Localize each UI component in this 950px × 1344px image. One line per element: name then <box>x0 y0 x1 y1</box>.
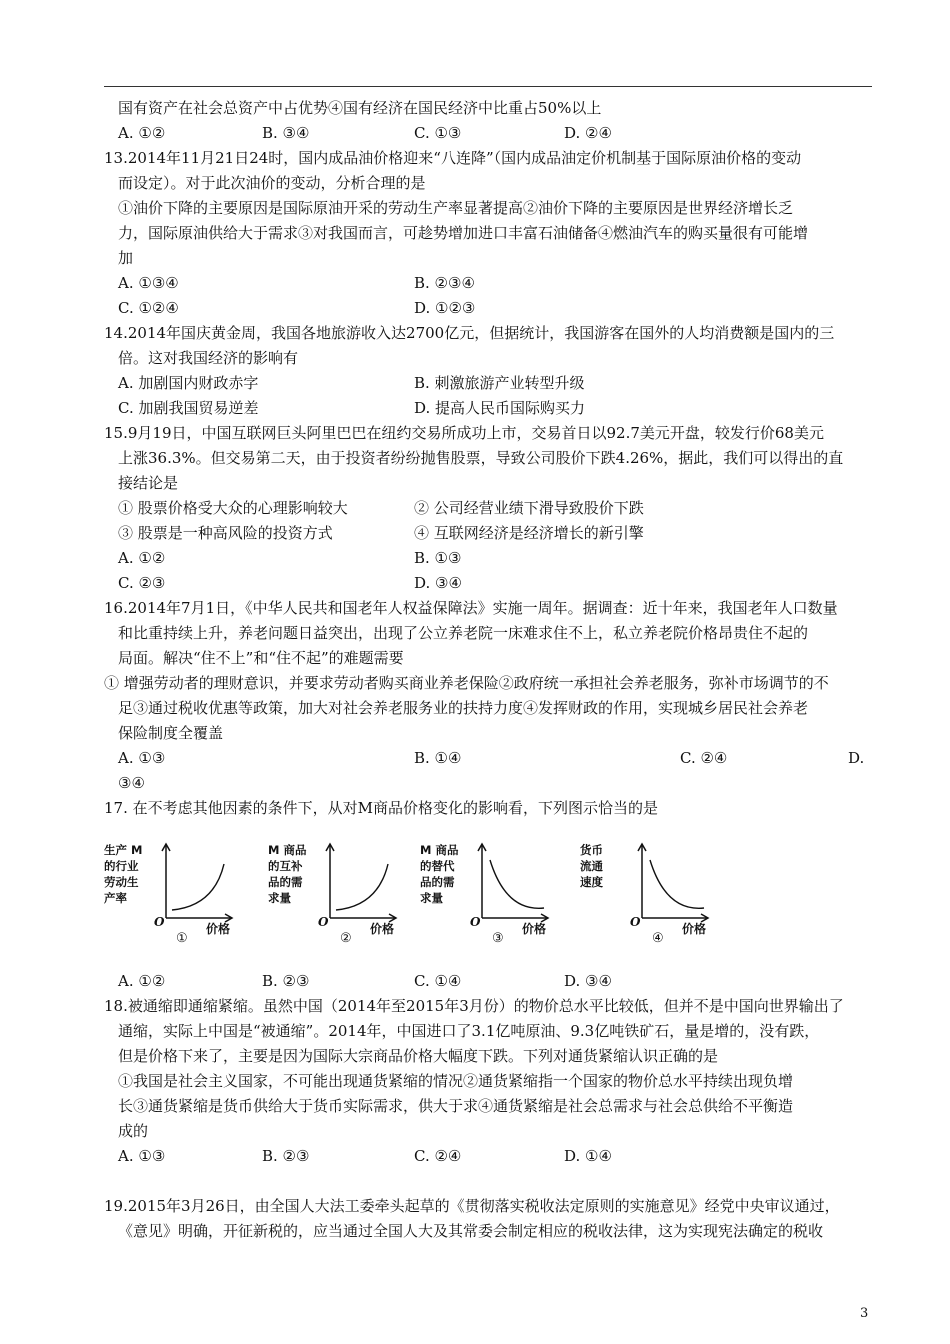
text-line: A. ①③ <box>118 749 166 767</box>
graph-number: ④ <box>652 931 664 946</box>
text-line: 14.2014年国庆黄金周，我国各地旅游收入达2700亿元，但据统计，我国游客在国外的人均消费额是国内的三 <box>104 324 835 342</box>
graph-ylabel: 货币 流通 速度 <box>580 843 603 889</box>
text-line: 局面。解决“住不上”和“住不起”的难题需要 <box>118 649 404 667</box>
text-line: ④ 互联网经济是经济增长的新引擎 <box>414 524 644 542</box>
graph-curve <box>650 860 704 908</box>
graph-xlabel: 价格 <box>370 922 395 936</box>
text-line: 18.被通缩即通缩紧缩。虽然中国（2014年至2015年3月份）的物价总水平比较低，但并不是中国向世界输出了 <box>104 997 844 1015</box>
text-line: 和比重持续上升，养老问题日益突出，出现了公立养老院一床难求住不上，私立养老院价格昂贵住不起的 <box>118 624 809 642</box>
graph-number: ③ <box>492 931 504 946</box>
text-line: B. ③④ <box>262 124 310 142</box>
graph-ylabel: M 商品 的替代 品的需 求量 <box>420 843 459 905</box>
text-line: B. ②③④ <box>414 274 475 292</box>
graph-origin: O <box>470 915 481 929</box>
graph-xlabel: 价格 <box>682 922 707 936</box>
text-line: A. ①③④ <box>118 274 179 292</box>
text-line: 国有资产在社会总资产中占优势④国有经济在国民经济中比重占50%以上 <box>118 99 602 117</box>
graph-curve <box>336 864 388 910</box>
text-line: D. <box>848 749 865 767</box>
text-line: C. ①④ <box>414 972 462 990</box>
text-line: C. 加剧我国贸易逆差 <box>118 399 259 417</box>
text-line: 保险制度全覆盖 <box>118 724 224 742</box>
text-line: A. 加剧国内财政赤字 <box>118 374 259 392</box>
graph-3 <box>420 838 570 948</box>
text-line: ③④ <box>118 774 145 792</box>
text-line: 加 <box>118 249 134 267</box>
text-line: C. ②④ <box>414 1147 462 1165</box>
text-line: 上涨36.3%。但交易第二天，由于投资者纷纷抛售股票，导致公司股价下跌4.26%，据此，我们可以得出的直 <box>118 449 844 467</box>
text-line: D. ①②③ <box>414 299 476 317</box>
text-line: ② 公司经营业绩下滑导致股价下跌 <box>414 499 644 517</box>
text-line: B. ①④ <box>414 749 462 767</box>
text-line: ③ 股票是一种高风险的投资方式 <box>118 524 333 542</box>
text-line: 足③通过税收优惠等政策，加大对社会养老服务业的扶持力度④发挥财政的作用，实现城乡居民社会养老 <box>118 699 809 717</box>
text-line: D. ③④ <box>564 972 612 990</box>
text-line: C. ②④ <box>680 749 728 767</box>
graph-1 <box>104 838 254 948</box>
text-line: 13.2014年11月21日24时，国内成品油价格迎来“八连降”（国内成品油定价机制基于国际原油价格的变动 <box>104 149 802 167</box>
text-line: B. ①③ <box>414 549 462 567</box>
text-line: 15.9月19日，中国互联网巨头阿里巴巴在纽约交易所成功上市，交易首日以92.7美元开盘，较发行价68美元 <box>104 424 824 442</box>
text-line: 长③通货紧缩是货币供给大于货币实际需求，供大于求④通货紧缩是社会总需求与社会总供给不平衡造 <box>118 1097 794 1115</box>
graph-origin: O <box>154 915 165 929</box>
text-line: D. 提高人民币国际购买力 <box>414 399 586 417</box>
text-line: 通缩，实际上中国是“被通缩”。2014年，中国进口了3.1亿吨原油、9.3亿吨铁矿石，量是增的，没有跌， <box>118 1022 820 1040</box>
text-line: B. ②③ <box>262 972 310 990</box>
graph-curve <box>172 864 224 910</box>
graph-xlabel: 价格 <box>522 922 547 936</box>
text-line: ①我国是社会主义国家，不可能出现通货紧缩的情况②通货紧缩指一个国家的物价总水平持续出现负增 <box>118 1072 794 1090</box>
text-line: ① 股票价格受大众的心理影响较大 <box>118 499 348 517</box>
text-line: 倍。这对我国经济的影响有 <box>118 349 299 367</box>
text-line: A. ①② <box>118 124 166 142</box>
text-line: 力，国际原油供给大于需求③对我国而言，可趁势增加进口丰富石油储备④燃油汽车的购买量很有可能增 <box>118 224 809 242</box>
text-line: 16.2014年7月1日，《中华人民共和国老年人权益保障法》实施一周年。据调查：近十年来，我国老年人口数量 <box>104 599 838 617</box>
page-number: 3 <box>860 1306 869 1321</box>
text-line: 接结论是 <box>118 474 179 492</box>
graph-2 <box>268 838 418 948</box>
text-line: C. ②③ <box>118 574 166 592</box>
text-line: B. ②③ <box>262 1147 310 1165</box>
header-rule <box>104 86 872 87</box>
graph-4 <box>580 838 730 948</box>
graph-origin: O <box>318 915 329 929</box>
text-line: C. ①③ <box>414 124 462 142</box>
text-line: 但是价格下来了，主要是因为国际大宗商品价格大幅度下跌。下列对通货紧缩认识正确的是 <box>118 1047 719 1065</box>
text-line: D. ③④ <box>414 574 462 592</box>
text-line: 17. 在不考虑其他因素的条件下，从对M商品价格变化的影响看，下列图示恰当的是 <box>104 799 658 817</box>
text-line: 《意见》明确，开征新税的，应当通过全国人大及其常委会制定相应的税收法律，这为实现宪法确定的税收 <box>118 1222 824 1240</box>
text-line: C. ①②④ <box>118 299 179 317</box>
text-line: A. ①② <box>118 549 166 567</box>
text-line: 成的 <box>118 1122 149 1140</box>
graph-number: ② <box>340 931 352 946</box>
text-line: ① 增强劳动者的理财意识，并要求劳动者购买商业养老保险②政府统一承担社会养老服务，弥补市场调节的不 <box>104 674 829 692</box>
text-line: A. ①③ <box>118 1147 166 1165</box>
text-line: ①油价下降的主要原因是国际原油开采的劳动生产率显著提高②油价下降的主要原因是世界经济增长乏 <box>118 199 794 217</box>
text-line: B. 刺激旅游产业转型升级 <box>414 374 585 392</box>
text-line: 19.2015年3月26日，由全国人大法工委牵头起草的《贯彻落实税收法定原则的实施意见》经党中央审议通过， <box>104 1197 840 1215</box>
text-line: D. ①④ <box>564 1147 612 1165</box>
graph-origin: O <box>630 915 641 929</box>
graph-curve <box>490 860 544 908</box>
text-line: 而设定）。对于此次油价的变动，分析合理的是 <box>118 174 426 192</box>
text-line: D. ②④ <box>564 124 612 142</box>
text-line: A. ①② <box>118 972 166 990</box>
graph-ylabel: M 商品 的互补 品的需 求量 <box>268 843 307 905</box>
graph-number: ① <box>176 931 188 946</box>
graph-ylabel: 生产 M 的行业 劳动生 产率 <box>104 843 143 905</box>
graph-xlabel: 价格 <box>206 922 231 936</box>
